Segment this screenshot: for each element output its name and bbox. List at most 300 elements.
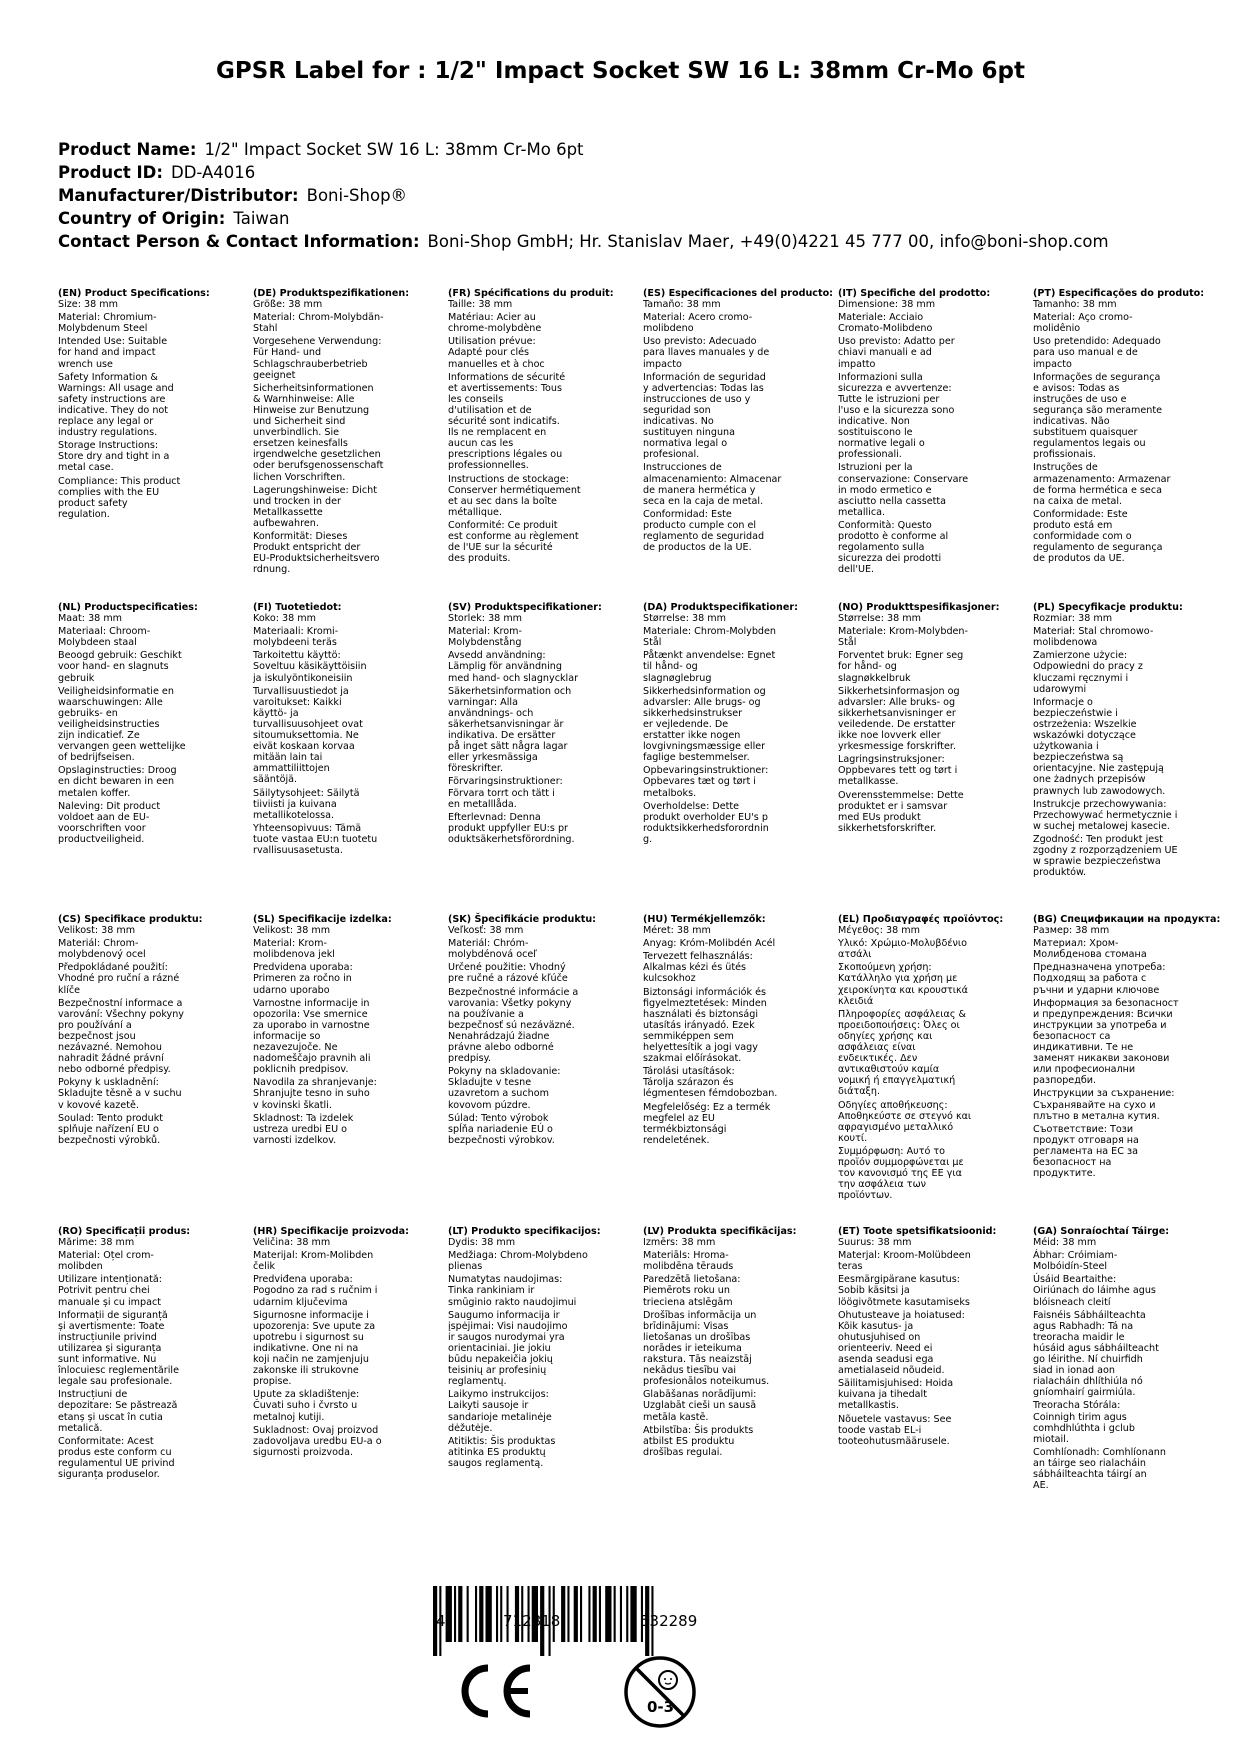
- spec-line: eller yrkesmässiga: [448, 752, 538, 764]
- spec-line: rvallisuusasetusta.: [253, 844, 343, 856]
- spec-line: conservazione: Conservare: [838, 473, 969, 485]
- spec-line: wskazówki dotyczące: [1033, 730, 1136, 742]
- spec-paragraph: [58, 372, 244, 439]
- spec-paragraph: [253, 299, 439, 310]
- spec-line: käyttö- ja: [253, 707, 299, 719]
- spec-cell: [253, 1226, 439, 1460]
- barcode-bar: [496, 1586, 498, 1642]
- spec-line: löögivõtmete kasutamiseks: [838, 1296, 970, 1308]
- spec-line: Forventet bruk: Egner seg: [838, 650, 964, 662]
- spec-line: Инструкции за съхранение:: [1033, 1088, 1175, 1100]
- spec-line: Tervezett felhasználás:: [643, 951, 753, 963]
- spec-cell-header: (HR) Specifikacije proizvoda:: [253, 1226, 409, 1237]
- spec-cell-header: (ES) Especificaciones del producto:: [643, 288, 834, 299]
- spec-cell-header: (DA) Produktspecifikationer:: [643, 602, 798, 613]
- spec-line: Οδηγίες αποθήκευσης:: [838, 1099, 948, 1111]
- spec-line: Primeren za ročno in: [253, 973, 352, 985]
- spec-paragraph: [448, 925, 634, 936]
- spec-line: Úsáid Beartaithe:: [1033, 1274, 1117, 1286]
- spec-paragraph: [1033, 925, 1219, 936]
- spec-line: Molybdenum Steel: [58, 323, 148, 335]
- spec-line: ersetzen keinesfalls: [253, 438, 348, 450]
- spec-line: Materiaali: Kromi-: [253, 626, 339, 638]
- manufacturer-label: Manufacturer/Distributor:: [58, 186, 299, 205]
- spec-line: faglige bestemmelser.: [643, 752, 750, 764]
- spec-line: безопасност са: [1033, 1030, 1111, 1042]
- spec-line: slagnøglebrug: [643, 672, 712, 684]
- spec-line: roduktsikkerhedsforordnin: [643, 822, 769, 834]
- spec-line: veiligheidsinstructies: [58, 718, 160, 730]
- spec-line: de l'UE sur la sécurité: [448, 542, 553, 554]
- spec-line: ενδεικτικές. Δεν: [838, 1053, 918, 1065]
- spec-paragraph: [253, 1274, 439, 1307]
- spec-line: Megfelelőség: Ez a termék: [643, 1101, 771, 1113]
- spec-line: Ohutusteave ja hoiatused:: [838, 1309, 965, 1321]
- spec-line: kuivana ja tihedalt: [838, 1389, 927, 1401]
- spec-line: Warnings: All usage and: [58, 382, 174, 394]
- spec-line: Materiał: Stal chromowo-: [1033, 626, 1154, 638]
- spec-line: termékbiztonsági: [643, 1123, 727, 1135]
- barcode-bar: [626, 1586, 628, 1642]
- spec-line: metallikotelossa.: [253, 809, 335, 821]
- spec-line: Σκοπούμενη χρήση:: [838, 962, 932, 974]
- spec-line: normativa legal o: [643, 438, 728, 450]
- spec-line: Materiale: Krom-Molybden-: [838, 626, 968, 638]
- spec-cell: [58, 914, 244, 1148]
- spec-paragraph: [643, 1102, 829, 1146]
- spec-line: ammattiliittojen: [253, 763, 330, 775]
- spec-paragraph: [643, 336, 829, 369]
- spec-line: informacije so: [253, 1030, 321, 1042]
- spec-line: regulamento de segurança: [1033, 542, 1163, 554]
- spec-line: med EUs produkt: [838, 811, 921, 823]
- spec-line: Kõik kasutus- ja: [838, 1320, 914, 1332]
- spec-line: wrench use: [58, 358, 113, 370]
- spec-paragraph: [643, 626, 829, 648]
- spec-line: Safety Information &: [58, 371, 158, 383]
- spec-line: en dicht bewaren in een: [58, 776, 175, 788]
- spec-cell: [253, 602, 439, 858]
- spec-line: Beoogd gebruik: Geschikt: [58, 650, 182, 662]
- spec-line: product safety: [58, 497, 128, 509]
- spec-paragraph: [58, 686, 244, 764]
- spec-line: инструкции за употреба и: [1033, 1019, 1167, 1031]
- spec-line: figyelmeztetések: Minden: [643, 997, 767, 1009]
- spec-line: Størrelse: 38 mm: [643, 613, 726, 625]
- spec-line: complies with the EU: [58, 486, 160, 498]
- spec-cell: [1033, 914, 1219, 1181]
- spec-line: Uso pretendido: Adequado: [1033, 336, 1161, 348]
- spec-cell-header: (GA) Sonraíochtaí Táirge:: [1033, 1226, 1170, 1237]
- barcode-bar: [630, 1586, 636, 1642]
- spec-line: upotrebu i sigurnost su: [253, 1331, 364, 1343]
- spec-line: Faisnéis Sábháilteachta: [1033, 1309, 1146, 1321]
- contact-row: [58, 230, 1218, 253]
- spec-cell-header: (NL) Productspecificaties:: [58, 602, 198, 613]
- spec-paragraph: [838, 925, 1024, 936]
- spec-cell-header: (FR) Spécifications du produit:: [448, 288, 614, 299]
- barcode-left-digits: 712818: [503, 1612, 561, 1630]
- spec-line: Förvaringsinstruktioner:: [448, 776, 563, 788]
- spec-line: ikke noe lovverk eller: [838, 730, 941, 742]
- spec-paragraph: [1033, 1310, 1219, 1399]
- spec-line: for hånd- og: [838, 661, 897, 673]
- barcode-bar: [614, 1586, 616, 1642]
- spec-line: rialacháin dhlíthiúla nó: [1033, 1376, 1143, 1388]
- spec-line: την ασφάλεια των: [838, 1179, 926, 1191]
- spec-line: nadomeščajo pravnih ali: [253, 1053, 371, 1065]
- spec-line: Materiale: Acciaio: [838, 312, 924, 324]
- spec-line: turvallisuusohjeet ovat: [253, 718, 363, 730]
- spec-line: bezpečnosti výrobkov.: [448, 1134, 555, 1146]
- spec-line: Informações de segurança: [1033, 371, 1161, 383]
- manufacturer-value: Boni-Shop®: [306, 186, 408, 205]
- spec-paragraph: [1033, 1447, 1219, 1491]
- spec-line: Odpowiedni do pracy z: [1033, 661, 1143, 673]
- spec-line: oder berufsgenossenschaft: [253, 460, 384, 472]
- spec-paragraph: [838, 754, 1024, 787]
- spec-line: Molbóidín-Steel: [1033, 1261, 1108, 1273]
- spec-line: Pokyny na skladovanie:: [448, 1066, 561, 1078]
- spec-line: Sigurnosne informacije i: [253, 1309, 369, 1321]
- spec-cell: [1033, 288, 1219, 566]
- spec-paragraph: [58, 962, 244, 995]
- spec-paragraph: [448, 1436, 634, 1469]
- spec-line: indikativne. One ni na: [253, 1342, 359, 1354]
- spec-paragraph: [838, 462, 1024, 517]
- spec-cell-header: (SV) Produktspecifikationer:: [448, 602, 602, 613]
- spec-line: Konformität: Dieses: [253, 530, 348, 542]
- spec-line: Potrivit pentru chei: [58, 1285, 150, 1297]
- spec-paragraph: [58, 1274, 244, 1307]
- spec-line: legale sau profesionale.: [58, 1376, 173, 1388]
- spec-line: Instrucciones de: [643, 462, 722, 474]
- spec-line: или професионални: [1033, 1064, 1136, 1076]
- spec-line: Veličina: 38 mm: [253, 1237, 331, 1249]
- spec-line: Информация за безопасност: [1033, 997, 1179, 1009]
- spec-line: продуктите.: [1033, 1168, 1096, 1180]
- spec-line: reglamentų.: [448, 1376, 507, 1388]
- contact-value: Boni-Shop GmbH; Hr. Stanislav Maer, +49(0)4221 45 777 00, info@boni-shop.com: [427, 232, 1109, 251]
- spec-line: înlocuiesc reglementările: [58, 1365, 179, 1377]
- spec-paragraph: [1033, 312, 1219, 334]
- spec-line: Numatytas naudojimas:: [448, 1274, 563, 1286]
- spec-line: ametialaseid nõudeid.: [838, 1365, 945, 1377]
- spec-line: norādes ir ieteikuma: [643, 1342, 742, 1354]
- spec-line: Συμμόρφωση: Αυτό το: [838, 1145, 946, 1157]
- barcode-bar: [567, 1586, 569, 1642]
- spec-line: g.: [643, 833, 653, 845]
- spec-line: Molybdenstång: [448, 637, 522, 649]
- spec-line: nezavezujoče. Ne: [253, 1042, 338, 1054]
- spec-line: Soveltuu käsikäyttöisiin: [253, 661, 367, 673]
- spec-line: impacto: [643, 358, 682, 370]
- spec-line: плътно в метална кутия.: [1033, 1110, 1160, 1122]
- spec-line: regulamentos legais ou: [1033, 438, 1146, 450]
- spec-paragraph: [58, 626, 244, 648]
- spec-line: producto cumple con el: [643, 519, 757, 531]
- spec-line: ir saugos nurodymai yra: [448, 1331, 565, 1343]
- barcode-lead-digit: 4: [436, 1612, 446, 1630]
- spec-line: Atbilstība: Šis produkts: [643, 1424, 754, 1436]
- spec-cell: [448, 1226, 634, 1471]
- spec-paragraph: [448, 520, 634, 564]
- spec-paragraph: [58, 938, 244, 960]
- spec-line: Dydis: 38 mm: [448, 1237, 516, 1249]
- spec-line: utasítás irányadó. Ezek: [643, 1019, 755, 1031]
- spec-paragraph: [253, 1425, 439, 1458]
- spec-line: gebruik: [58, 672, 95, 684]
- spec-line: almacenamiento: Almacenar: [643, 473, 782, 485]
- spec-line: Sukladnost: Ovaj proizvod: [253, 1424, 379, 1436]
- spec-paragraph: [58, 1436, 244, 1480]
- spec-paragraph: [448, 312, 634, 334]
- spec-line: megfelel az EU: [643, 1112, 715, 1124]
- spec-paragraph: [58, 476, 244, 520]
- spec-line: segurança são meramente: [1033, 404, 1163, 416]
- barcode-bar: [593, 1586, 597, 1642]
- spec-paragraph: [838, 520, 1024, 575]
- spec-line: profesional.: [643, 449, 700, 461]
- spec-line: Størrelse: 38 mm: [838, 613, 921, 625]
- spec-line: Size: 38 mm: [58, 299, 118, 311]
- spec-line: Adapté pour clés: [448, 347, 530, 359]
- spec-line: Tamanho: 38 mm: [1033, 299, 1117, 311]
- spec-line: asciutto nella cassetta: [838, 495, 947, 507]
- spec-line: Yhteensopivuus: Tämä: [253, 822, 362, 834]
- spec-line: helyettesítik a jogi vagy: [643, 1042, 758, 1054]
- spec-line: metāla kastē.: [643, 1411, 709, 1423]
- spec-line: e avisos: Todas as: [1033, 382, 1120, 394]
- spec-line: EU-Produktsicherheitsvero: [253, 553, 380, 565]
- spec-line: Conformità: Questo: [838, 519, 932, 531]
- spec-line: aufbewahren.: [253, 517, 319, 529]
- spec-cell-header: (EL) Προδιαγραφές προϊόντος:: [838, 914, 1004, 925]
- spec-line: prawnych lub zawodowych.: [1033, 785, 1166, 797]
- spec-line: unverbindlich. Sie: [253, 427, 340, 439]
- spec-line: Veľkosť: 38 mm: [448, 925, 524, 937]
- spec-cell-header: (ET) Toote spetsifikatsioonid:: [838, 1226, 997, 1237]
- spec-cell-header: (FI) Tuotetiedot:: [253, 602, 342, 613]
- spec-line: zadovoljava uredbu EU-a o: [253, 1435, 382, 1447]
- spec-line: dėžutėje.: [448, 1422, 493, 1434]
- spec-paragraph: [253, 1310, 439, 1388]
- spec-line: Predviđena uporaba:: [253, 1274, 353, 1286]
- spec-line: προϊόντων.: [838, 1190, 893, 1202]
- spec-line: orienteeriv. Need ei: [838, 1342, 933, 1354]
- spec-line: Material: Chrom-Molybdän-: [253, 312, 384, 324]
- spec-line: Tutte le istruzioni per: [838, 393, 940, 405]
- spec-line: dell'UE.: [838, 564, 875, 576]
- spec-cell-header: (IT) Specifiche del prodotto:: [838, 288, 991, 299]
- spec-line: Säilitamisjuhised: Hoida: [838, 1378, 954, 1390]
- spec-paragraph: [58, 1310, 244, 1388]
- spec-line: de manera hermética y: [643, 484, 756, 496]
- spec-cell: [643, 602, 829, 847]
- spec-line: na caixa de metal.: [1033, 495, 1123, 507]
- spec-paragraph: [448, 1237, 634, 1248]
- spec-line: atitinka ES produktų: [448, 1446, 546, 1458]
- spec-line: metalboks.: [643, 787, 697, 799]
- spec-line: atbilst ES produktu: [643, 1435, 735, 1447]
- spec-line: Izmērs: 38 mm: [643, 1237, 716, 1249]
- country-value: Taiwan: [233, 209, 290, 228]
- spec-paragraph: [1033, 299, 1219, 310]
- barcode-bar: [588, 1586, 590, 1642]
- spec-line: Conformidad: Este: [643, 508, 732, 520]
- spec-line: lichen Vorschriften.: [253, 471, 346, 483]
- spec-line: professionali.: [838, 449, 902, 461]
- spec-line: asenda seadusi ega: [838, 1354, 934, 1366]
- spec-line: Avsedd användning:: [448, 650, 546, 662]
- spec-cell-header: (LV) Produkta specifikācijas:: [643, 1226, 797, 1237]
- spec-line: tuote vastaa EU:n tuotetu: [253, 833, 378, 845]
- spec-line: varnosti izdelkov.: [253, 1134, 337, 1146]
- spec-line: Κατάλληλο για χρήση με: [838, 973, 958, 985]
- spec-line: ostrzeżenia: Wszelkie: [1033, 718, 1137, 730]
- spec-line: instruções de uso e: [1033, 393, 1127, 405]
- spec-paragraph: [448, 474, 634, 518]
- spec-line: seca en la caja de metal.: [643, 495, 764, 507]
- spec-paragraph: [643, 686, 829, 764]
- spec-cell: [448, 288, 634, 566]
- product-name-row: [58, 138, 1218, 161]
- spec-line: légmentesen fémdobozban.: [643, 1088, 778, 1100]
- spec-line: tiiviisti ja kuivana: [253, 798, 337, 810]
- spec-line: Store dry and tight in a: [58, 451, 170, 463]
- spec-line: ръчни и ударни ключове: [1033, 984, 1160, 996]
- spec-line: Conformidade: Este: [1033, 508, 1128, 520]
- spec-line: Rozmiar: 38 mm: [1033, 613, 1113, 625]
- spec-paragraph: [448, 1250, 634, 1272]
- spec-line: sikkerhetsanvisninger er: [838, 707, 956, 719]
- spec-line: Подходящ за работа с: [1033, 973, 1147, 985]
- spec-line: waarschuwingen: Alle: [58, 696, 163, 708]
- spec-cell: [1033, 602, 1219, 880]
- spec-line: indicativas. No: [643, 416, 714, 428]
- spec-paragraph: [448, 812, 634, 845]
- spec-line: molibdenowa: [1033, 637, 1098, 649]
- spec-paragraph: [1033, 1400, 1219, 1444]
- spec-line: orientaciniai. Jie jokiu: [448, 1342, 551, 1354]
- spec-line: Ils ne remplacent en: [448, 427, 547, 439]
- spec-line: Przechowywać hermetycznie i: [1033, 809, 1178, 821]
- spec-paragraph: [448, 1113, 634, 1146]
- spec-line: Zamierzone użycie:: [1033, 650, 1128, 662]
- spec-paragraph: [253, 788, 439, 821]
- spec-line: nebo odborné předpisy.: [58, 1064, 171, 1076]
- spec-line: Navodila za shranjevanje:: [253, 1077, 377, 1089]
- spec-line: replace any legal or: [58, 416, 154, 428]
- spec-line: de produtos da UE.: [1033, 553, 1125, 565]
- spec-line: w suchej metalowej kasecie.: [1033, 820, 1170, 832]
- spec-line: Material: Chromium-: [58, 312, 157, 324]
- spec-line: Pogodno za rad s ručnim i: [253, 1285, 378, 1297]
- spec-line: nekādus tiesību vai: [643, 1365, 737, 1377]
- spec-line: Informations de sécurité: [448, 371, 566, 383]
- spec-line: metalen koffer.: [58, 787, 131, 799]
- spec-paragraph: [838, 1274, 1024, 1307]
- spec-paragraph: [253, 485, 439, 529]
- spec-line: Utilizare intenționată:: [58, 1274, 162, 1286]
- spec-line: Laikymo instrukcijos:: [448, 1389, 549, 1401]
- spec-paragraph: [643, 650, 829, 683]
- spec-line: molibdenova jekl: [253, 949, 335, 961]
- spec-line: smūginio rakto naudojimui: [448, 1296, 577, 1308]
- spec-line: molybdenový ocel: [58, 949, 146, 961]
- spec-line: húsáid agus sábháilteacht: [1033, 1342, 1159, 1354]
- spec-line: saugos reglamentą.: [448, 1457, 544, 1469]
- spec-paragraph: [838, 299, 1024, 310]
- spec-line: teisinių ar profesinių: [448, 1365, 547, 1377]
- product-id-row: [58, 161, 1218, 184]
- spec-line: Schlagschrauberbetrieb: [253, 358, 368, 370]
- spec-line: szakmai előírásokat.: [643, 1053, 742, 1065]
- spec-paragraph: [58, 1237, 244, 1248]
- spec-cell: [448, 602, 634, 847]
- spec-line: de productos de la UE.: [643, 542, 752, 554]
- spec-line: les conseils: [448, 393, 504, 405]
- spec-line: manuelles et à choc: [448, 358, 545, 370]
- spec-paragraph: [838, 613, 1024, 624]
- spec-paragraph: [1033, 613, 1219, 624]
- barcode-bar: [500, 1586, 502, 1642]
- spec-line: est conforme au règlement: [448, 530, 579, 542]
- spec-line: διάταξη.: [838, 1086, 881, 1098]
- barcode-bar: [580, 1586, 582, 1642]
- spec-paragraph: [838, 1414, 1024, 1447]
- spec-line: Súlad: Tento výrobok: [448, 1112, 549, 1124]
- spec-cell-header: (CS) Specifikace produktu:: [58, 914, 203, 925]
- spec-line: föreskrifter.: [448, 763, 504, 775]
- spec-paragraph: [1033, 650, 1219, 694]
- spec-cell: [838, 914, 1024, 1203]
- spec-line: Upute za skladištenje:: [253, 1389, 360, 1401]
- spec-paragraph: [838, 1237, 1024, 1248]
- barcode-bar: [479, 1586, 483, 1642]
- spec-line: eivät koskaan korvaa: [253, 741, 355, 753]
- spec-line: Skladujte těsně a v suchu: [58, 1088, 182, 1100]
- spec-line: Maat: 38 mm: [58, 613, 123, 625]
- spec-line: Sikkerhedsinformation og: [643, 685, 766, 697]
- spec-paragraph: [643, 462, 829, 506]
- spec-line: Nõuetele vastavus: See: [838, 1413, 952, 1425]
- spec-line: Taille: 38 mm: [448, 299, 513, 311]
- spec-line: și avertismente: Toate: [58, 1320, 165, 1332]
- spec-line: predpisy.: [448, 1053, 491, 1065]
- spec-paragraph: [1033, 962, 1219, 995]
- spec-paragraph: [448, 1274, 634, 1307]
- spec-line: varningar: Alla: [448, 696, 518, 708]
- not-for-children-0-3-icon: [622, 1654, 698, 1730]
- spec-line: Vhodné pro ruční a rázné: [58, 973, 180, 985]
- barcode-bar: [574, 1586, 578, 1642]
- spec-line: etanș și uscat în cutia: [58, 1411, 163, 1423]
- spec-line: Overholdelse: Dette: [643, 800, 740, 812]
- spec-line: ασφάλειας είναι: [838, 1042, 916, 1054]
- spec-line: Varnostne informacije in: [253, 997, 370, 1009]
- spec-line: one żadnych przepisów: [1033, 774, 1146, 786]
- spec-line: miotail.: [1033, 1433, 1069, 1445]
- spec-line: voorschriften voor: [58, 822, 146, 834]
- spec-line: Materiál: Chróm-: [448, 938, 529, 950]
- spec-line: Vorgesehene Verwendung:: [253, 336, 382, 348]
- spec-line: Medžiaga: Chrom-Molybdeno: [448, 1250, 588, 1262]
- spec-line: Съответствие: Този: [1033, 1123, 1134, 1135]
- spec-line: Cromato-Molibdeno: [838, 323, 933, 335]
- spec-line: prescriptions légales ou: [448, 449, 563, 461]
- spec-line: οδηγίες χρήσης και: [838, 1030, 933, 1042]
